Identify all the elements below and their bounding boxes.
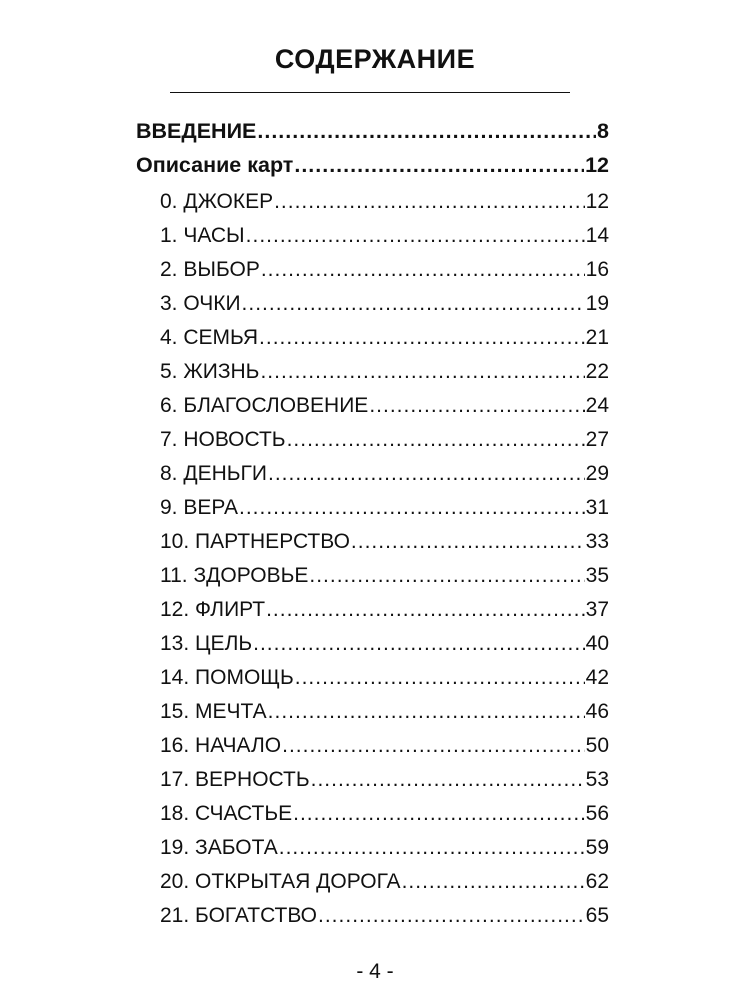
toc-item[interactable] [160,389,609,423]
dot-leader [309,559,584,593]
toc-item[interactable] [160,457,609,491]
dot-leader [282,729,585,763]
toc-page-number: 46 [585,700,609,723]
toc-entry-label: 9. ВЕРА [160,496,238,519]
toc-entry-label: 14. ПОМОЩЬ [160,666,294,689]
toc-entry-label: 18. СЧАСТЬЕ [160,802,293,825]
toc-entry-label: 7. НОВОСТЬ [160,428,286,451]
dot-leader [318,899,585,933]
toc-page-number: 42 [585,666,609,689]
dot-leader [268,695,585,729]
toc-item[interactable] [160,253,609,287]
dot-leader [266,593,585,627]
toc-item[interactable] [160,423,609,457]
toc-page-number: 56 [585,802,609,825]
toc-item[interactable] [160,899,609,933]
dot-leader [253,627,585,661]
toc-item[interactable] [160,695,609,729]
toc-page-number: 35 [585,564,609,587]
toc-page-number: 12 [585,153,609,177]
toc-entry-label: 19. ЗАБОТА [160,836,278,859]
toc-entry-label: 17. ВЕРНОСТЬ [160,768,310,791]
dot-leader [293,797,585,831]
toc-page-number: 8 [597,119,609,143]
dot-leader [260,355,584,389]
toc-item[interactable] [160,627,609,661]
toc-entry-label: 16. НАЧАЛО [160,734,282,757]
toc-entry-label: 12. ФЛИРТ [160,598,266,621]
toc-page-number: 19 [585,292,609,315]
toc-entry-label: 1. ЧАСЫ [160,224,245,247]
toc-entry-label: 10. ПАРТНЕРСТВО [160,530,350,553]
toc-item[interactable] [160,797,609,831]
dot-leader [311,763,585,797]
toc-item[interactable] [160,219,609,253]
toc-entry-label: 13. ЦЕЛЬ [160,632,253,655]
toc-page-number: 62 [585,870,609,893]
toc-entry-label: 4. СЕМЬЯ [160,326,259,349]
dot-leader [295,661,585,695]
toc-page-number: 24 [585,394,609,417]
toc-page-number: 29 [585,462,609,485]
toc-item[interactable] [160,763,609,797]
toc-entry-label: 3. ОЧКИ [160,292,241,315]
toc-page-number: 53 [585,768,609,791]
dot-leader [239,491,585,525]
toc-item[interactable] [160,729,609,763]
page-title: СОДЕРЖАНИЕ [274,44,476,74]
toc-section-introduction[interactable] [136,114,609,148]
dot-leader [259,321,585,355]
toc-page-number: 65 [585,904,609,927]
toc-item[interactable] [160,559,609,593]
dot-leader [274,185,585,219]
dot-leader [268,457,585,491]
toc-page-number: 14 [585,224,609,247]
dot-leader [246,219,585,253]
toc-page-number: 40 [585,632,609,655]
dot-leader [257,114,596,148]
toc-page-number: 33 [585,530,609,553]
toc-item[interactable] [160,661,609,695]
toc-entry-label: 21. БОГАТСТВО [160,904,318,927]
toc-page-number: 12 [585,190,609,213]
toc-item[interactable] [160,491,609,525]
toc-entry-label: 0. ДЖОКЕР [160,190,274,213]
dot-leader [287,423,585,457]
toc-item[interactable] [160,321,609,355]
toc-page-number: 22 [585,360,609,383]
toc-page-number: 27 [585,428,609,451]
toc-section-card-description[interactable] [136,148,609,182]
dot-leader [242,287,585,321]
toc-page-number: 16 [585,258,609,281]
toc-item[interactable] [160,185,609,219]
toc-item[interactable] [160,287,609,321]
page-number: - 4 - [356,960,394,983]
toc-page-number: 50 [585,734,609,757]
toc-item[interactable] [160,525,609,559]
toc-page-number: 31 [585,496,609,519]
toc-entry-label: Описание карт [136,153,294,177]
toc-entry-label: 8. ДЕНЬГИ [160,462,267,485]
dot-leader [279,831,585,865]
dot-leader [294,148,584,182]
toc-page-number: 37 [585,598,609,621]
toc-item[interactable] [160,865,609,899]
toc-entry-label: 11. ЗДОРОВЬЕ [160,564,309,587]
dot-leader [261,253,585,287]
toc-entry-label: 20. ОТКРЫТАЯ ДОРОГА [160,870,401,893]
toc-page-number: 21 [585,326,609,349]
toc-entry-label: 2. ВЫБОР [160,258,260,281]
dot-leader [351,525,585,559]
toc-entry-label: 15. МЕЧТА [160,700,267,723]
toc-page-number: 59 [585,836,609,859]
toc-item[interactable] [160,355,609,389]
toc-item[interactable] [160,593,609,627]
title-underline [170,92,570,93]
dot-leader [369,389,584,423]
toc-entry-label: 5. ЖИЗНЬ [160,360,260,383]
dot-leader [402,865,585,899]
toc-entry-label: 6. БЛАГОСЛОВЕНИЕ [160,394,369,417]
toc-entry-label: ВВЕДЕНИЕ [136,119,257,143]
toc-item[interactable] [160,831,609,865]
